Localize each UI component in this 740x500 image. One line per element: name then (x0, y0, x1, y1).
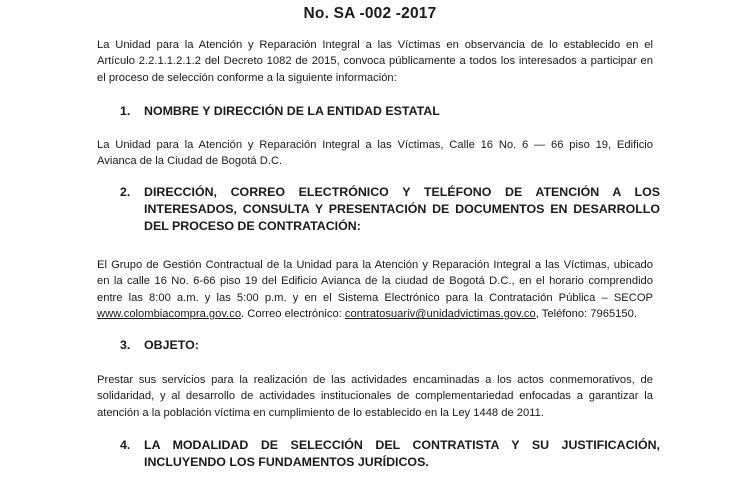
intro-line: el proceso de selección conforme a la siguiente información: (97, 71, 397, 84)
section-title: INCLUYENDO LOS FUNDAMENTOS JURÍDICOS. (144, 455, 429, 470)
section-2-heading (120, 184, 660, 236)
section-2-contact-line (97, 306, 653, 322)
section-title: LA MODALIDAD DE SELECCIÓN DEL CONTRATISTA Y SU JUSTIFICACIÓN, (144, 438, 660, 452)
section-2-line: en la calle 16 No. 6-66 piso 19 del Edificio Avianca de la ciudad de Bogotá D.C., en el horario comprendido (97, 275, 653, 288)
section-number: 3. (120, 338, 131, 352)
section-number: 4. (120, 438, 131, 452)
section-1-paragraph (97, 137, 653, 170)
section-2-line: El Grupo de Gestión Contractual de la Unidad para la Atención y Reparación Integral a las Víctimas, ubicado (97, 259, 653, 271)
section-3-line: solidaridad, y al desarrollo de actividades institucionales de complementariedad enfocadas a garantizar la (97, 390, 653, 403)
website-link[interactable]: www.colombiacompra.gov.co (97, 308, 242, 321)
intro-line: La Unidad para la Atención y Reparación Integral a las Víctimas en observancia de lo establecido en el (97, 39, 653, 51)
section-1-heading (120, 103, 660, 120)
email-link[interactable]: contratosuariv@unidadvictimas.gov.co (344, 308, 536, 321)
phone-text: , Teléfono: 7965150. (535, 308, 637, 321)
section-title: DIRECCIÓN, CORREO ELECTRÓNICO Y TELÉFONO DE ATENCIÓN A LOS (144, 185, 660, 199)
section-number: 2. (120, 185, 131, 199)
section-3-line: Prestar sus servicios para la realización de las actividades encaminadas a los actos conmemorativos, de (97, 374, 653, 386)
section-2-line: entre las 8:00 a.m. y las 5:00 p.m. y en el Sistema Electrónico para la Contratación Pública – SECOP (97, 291, 653, 304)
section-title: DEL PROCESO DE CONTRATACIÓN: (144, 219, 361, 234)
section-3-heading (120, 337, 660, 354)
section-3-paragraph (97, 372, 653, 421)
section-title: OBJETO: (144, 338, 199, 352)
intro-line: Artículo 2.2.1.1.2.1.2 del Decreto 1082 de 2015, convoca públicamente a todos los interesados a participar en (97, 55, 653, 68)
section-1-line: Avianca de la Ciudad de Bogotá D.C. (97, 155, 283, 168)
intro-paragraph (97, 37, 653, 86)
section-3-line: atención a la población víctima en cumplimiento de lo establecido en la Ley 1448 de 2011. (97, 406, 544, 419)
section-4-heading (120, 437, 660, 471)
section-1-line: La Unidad para la Atención y Reparación Integral a las Víctimas, Calle 16 No. 6 — 66 piso 19, Edificio (97, 139, 653, 151)
section-title: INTERESADOS, CONSULTA Y PRESENTACIÓN DE DOCUMENTOS EN DESARROLLO (144, 202, 660, 217)
email-label: . Correo electrónico: (241, 308, 345, 321)
document-number: No. SA -002 -2017 (303, 5, 437, 22)
section-2-paragraph (97, 257, 653, 323)
section-title: NOMBRE Y DIRECCIÓN DE LA ENTIDAD ESTATAL (144, 104, 440, 118)
section-number: 1. (120, 104, 131, 118)
